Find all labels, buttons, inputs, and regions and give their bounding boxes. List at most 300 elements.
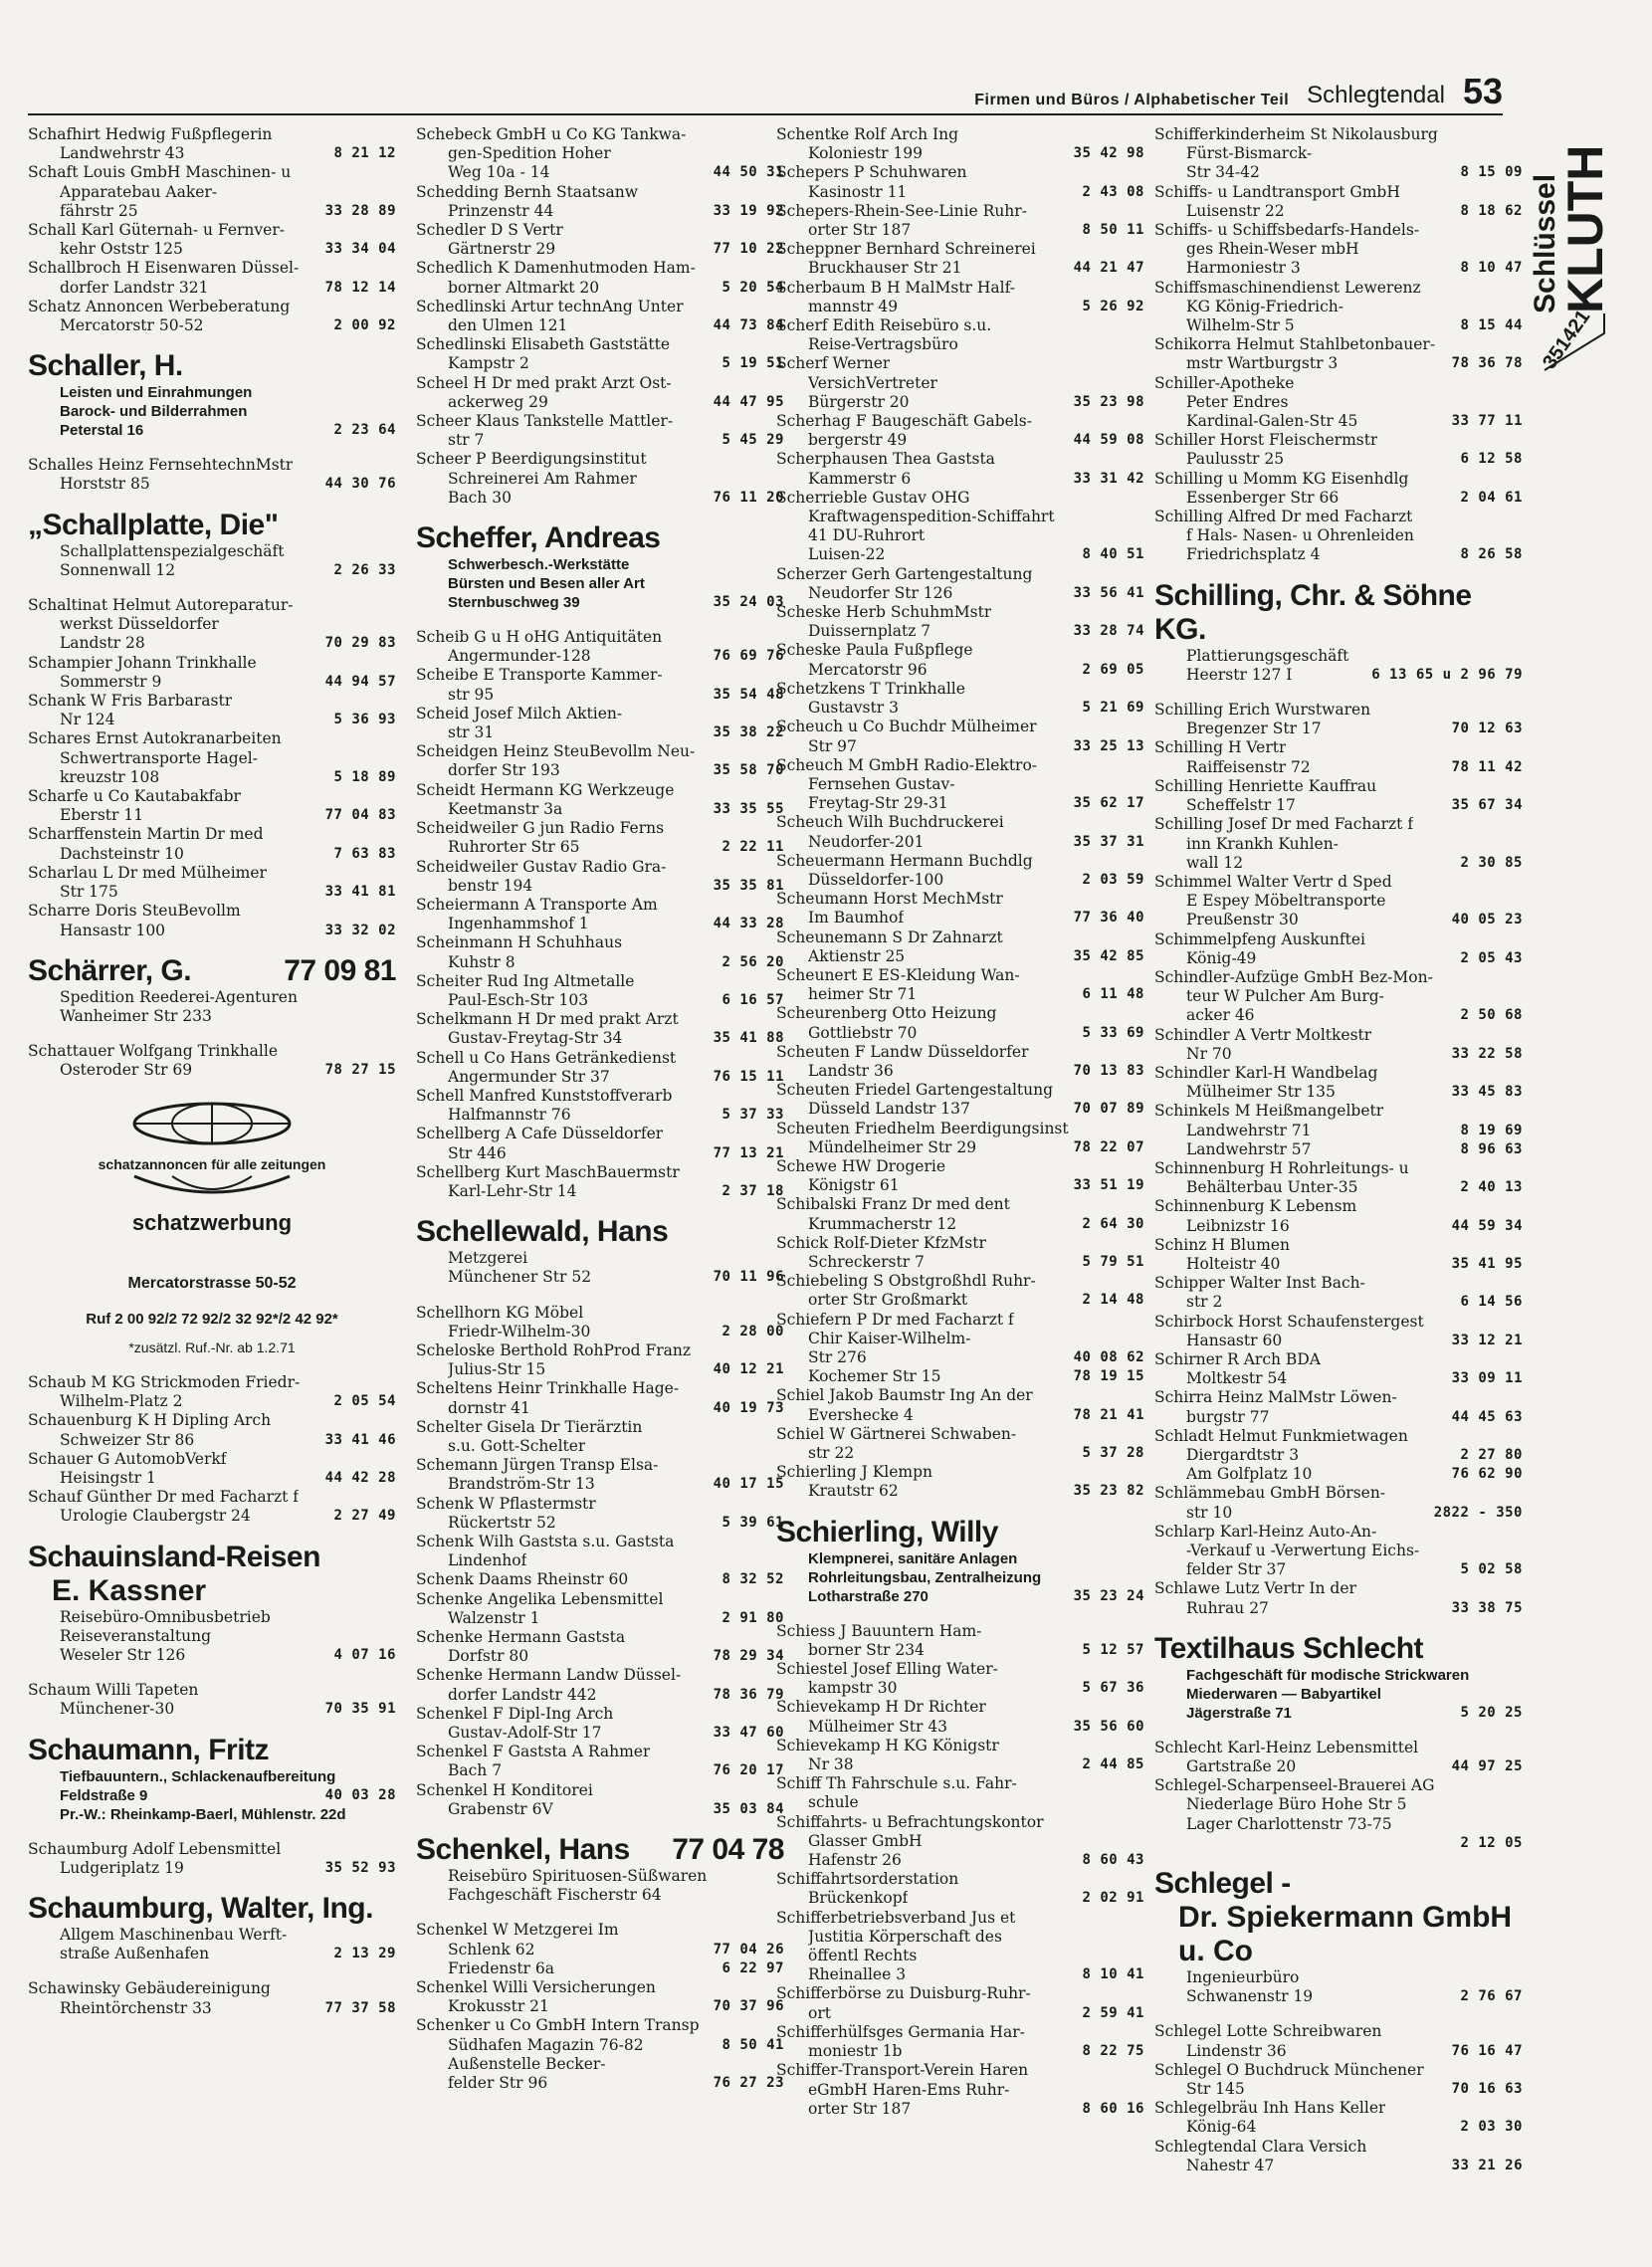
entry-line [1154, 854, 1523, 873]
entry-line [416, 1029, 784, 1048]
phone-number: 35 41 95 [1451, 1255, 1523, 1272]
entry-text: Scheibe E Transporte Kammer- [416, 666, 663, 685]
phone-number: 8 18 62 [1460, 202, 1523, 219]
directory-entry [1154, 815, 1523, 873]
entry-text: Südhafen Magazin 76-82 [448, 2035, 644, 2054]
entry-text: Osteroder Str 69 [60, 1061, 193, 1080]
phone-number: 5 37 28 [1082, 1445, 1144, 1462]
entry-line [776, 316, 1144, 335]
entry-line [776, 699, 1144, 718]
entry-line [28, 749, 396, 768]
entry-text: Schiffahrtsorderstation [776, 1870, 959, 1889]
phone-number: 33 12 21 [1451, 1332, 1523, 1348]
entry-line [28, 615, 396, 634]
phone-number: 40 12 21 [713, 1361, 784, 1378]
phone-number: 6 11 48 [1082, 986, 1144, 1003]
entry-text: Fürst-Bismarck- [1186, 144, 1313, 163]
entry-text: Mülheimer Str 135 [1186, 1083, 1336, 1102]
directory-entry [416, 450, 784, 508]
entry-text: Holteistr 40 [1186, 1254, 1281, 1273]
ad-name-text: Textilhaus Schlecht [1154, 1631, 1424, 1665]
entry-line [1154, 240, 1523, 259]
entry-text: Preußenstr 30 [1186, 911, 1299, 929]
entry-line [776, 1176, 1144, 1195]
phone-number: 7 63 83 [333, 845, 396, 862]
entry-text: Außenstelle Becker- [448, 2054, 606, 2073]
entry-line [1154, 508, 1523, 526]
phone-number: 8 32 52 [722, 1571, 784, 1588]
directory-entry [776, 813, 1144, 851]
directory-entry [1154, 470, 1523, 508]
phone-number: 2 22 11 [722, 839, 784, 856]
entry-text: Str 34-42 [1186, 163, 1260, 182]
directory-entry [776, 966, 1144, 1004]
entry-text: Im Baumhof [808, 909, 905, 927]
phone-number: 2 27 49 [333, 1508, 396, 1525]
entry-line [416, 1475, 784, 1494]
ad-detail-line [1154, 1685, 1523, 1704]
entry-line [416, 1705, 784, 1724]
entry-line [416, 1049, 784, 1068]
entry-text: Glasser GmbH [808, 1831, 923, 1850]
ad-detail-line [28, 1786, 396, 1805]
ad-name-text: Scheffer, Andreas [416, 521, 661, 555]
phone-number: 8 22 75 [1082, 2043, 1144, 2060]
phone-number: 44 59 34 [1451, 1217, 1523, 1234]
entry-text: Freytag-Str 29-31 [808, 794, 948, 813]
entry-line [776, 1100, 1144, 1119]
entry-line [776, 2042, 1144, 2061]
phone-number: 44 73 84 [713, 317, 784, 334]
phone-number: 33 41 81 [324, 884, 396, 901]
entry-text: Schinnenburg H Rohrleitungs- u [1154, 1158, 1409, 1177]
phone-number: 40 03 28 [324, 1786, 396, 1803]
entry-text: Scheunert E ES-Kleidung Wan- [776, 965, 1020, 984]
guide-word: Schlegtendal [1307, 82, 1445, 108]
directory-entry [1154, 221, 1523, 279]
directory-entry [28, 1488, 396, 1526]
entry-text: Schindler-Aufzüge GmbH Bez-Mon- [1154, 967, 1433, 986]
entry-line [776, 1832, 1144, 1851]
directory-entry [1154, 1739, 1523, 1776]
directory-entry [1154, 1427, 1523, 1485]
phone-number: 35 23 82 [1073, 1483, 1144, 1500]
directory-entry [28, 125, 396, 163]
display-ad [28, 349, 396, 440]
entry-line [776, 1698, 1144, 1717]
entry-line [28, 1042, 396, 1061]
directory-entry [416, 1628, 784, 1666]
entry-line [1154, 1465, 1523, 1484]
ad-detail-line [28, 1608, 396, 1627]
entry-text: Schiebeling S Obstgroßhdl Ruhr- [776, 1272, 1036, 1291]
directory-entry [28, 729, 396, 787]
entry-line [776, 163, 1144, 182]
entry-line [776, 1081, 1144, 1100]
phone-number: 44 33 28 [713, 916, 784, 932]
entry-line [416, 1570, 784, 1589]
phone-number: 2822 - 350 [1433, 1504, 1523, 1521]
entry-line [1154, 1178, 1523, 1197]
entry-line [776, 1774, 1144, 1793]
directory-entry [416, 183, 784, 221]
phone-number: 6 12 58 [1460, 451, 1523, 468]
phone-number: 2 64 30 [1082, 1215, 1144, 1232]
entry-line [1154, 144, 1523, 163]
entry-line [416, 1959, 784, 1978]
phone-number: 8 10 41 [1082, 1966, 1144, 1983]
entry-line [776, 354, 1144, 373]
entry-line [1154, 758, 1523, 777]
ad-detail-line [416, 555, 784, 574]
directory-entry [1154, 1350, 1523, 1388]
entry-line [776, 298, 1144, 316]
directory-entry [28, 259, 396, 297]
entry-line [776, 947, 1144, 966]
entry-text: König-49 [1186, 948, 1257, 967]
directory-entry [28, 456, 396, 494]
entry-text: Schimmelpfeng Auskunftei [1154, 929, 1366, 948]
entry-text: Schaft Louis GmbH Maschinen- u [28, 163, 292, 182]
entry-text: Schelkmann H Dr med prakt Arzt [416, 1010, 679, 1029]
entry-text: Krokusstr 21 [448, 1997, 549, 2016]
entry-line [416, 1341, 784, 1360]
entry-line [776, 909, 1144, 927]
entry-text: bergerstr 49 [808, 431, 908, 450]
entry-text: Scheidweiler G jun Radio Ferns [416, 819, 665, 838]
entry-text: Schepers P Schuhwaren [776, 163, 967, 182]
entry-line [776, 393, 1144, 412]
entry-line [1154, 930, 1523, 949]
entry-line [416, 412, 784, 431]
directory-entry [416, 819, 784, 857]
entry-text: Wilhelm-Platz 2 [60, 1392, 183, 1411]
ad-phone: 77 04 78 [672, 1833, 784, 1867]
entry-line [1154, 1484, 1523, 1503]
entry-line [776, 1138, 1144, 1157]
phone-number: 2 50 68 [1460, 1007, 1523, 1024]
entry-text: Schilling Josef Dr med Facharzt f [1154, 815, 1414, 834]
entry-line [28, 456, 396, 475]
entry-line [416, 1144, 784, 1163]
entry-text: Angermunder Str 37 [448, 1067, 610, 1086]
directory-entry [416, 412, 784, 450]
entry-text: Bach 30 [448, 488, 512, 507]
entry-line [416, 666, 784, 685]
phone-number: 33 28 89 [324, 202, 396, 219]
entry-line [416, 1800, 784, 1819]
entry-text: 41 DU-Ruhrort [808, 526, 926, 545]
phone-number: 6 16 57 [722, 991, 784, 1008]
directory-entry [776, 1425, 1144, 1463]
ad-detail-line [416, 1867, 784, 1886]
directory-entry [416, 1087, 784, 1125]
entry-text: E Espey Möbeltransporte [1186, 892, 1386, 911]
entry-text: Weg 10a - 14 [448, 163, 550, 182]
ad-detail-line [1154, 1704, 1523, 1723]
entry-line [776, 1444, 1144, 1463]
entry-line [1154, 1776, 1523, 1795]
entry-line [1154, 1408, 1523, 1427]
ad-detail-text: Pr.-W.: Rheinkamp-Baerl, Mühlenstr. 22d [60, 1805, 346, 1823]
ad-name-text: Schaumburg, Walter, Ing. [28, 1891, 373, 1925]
entry-text: Str 276 [808, 1348, 867, 1366]
phone-number: 35 42 98 [1073, 145, 1144, 162]
entry-line [28, 1681, 396, 1700]
entry-text: Schalles Heinz FernsehtechnMstr [28, 456, 294, 475]
entry-text: Schiess J Bauuntern Ham- [776, 1621, 982, 1640]
entry-line [776, 813, 1144, 832]
entry-text: Schemann Jürgen Transp Elsa- [416, 1456, 659, 1475]
entry-line [1154, 183, 1523, 202]
directory-entry [1154, 2099, 1523, 2137]
entry-line [28, 475, 396, 494]
directory-entry [776, 1081, 1144, 1119]
directory-entry [1154, 508, 1523, 565]
entry-line [776, 125, 1144, 144]
directory-entry [1154, 1159, 1523, 1197]
phone-number: 2 28 00 [722, 1323, 784, 1340]
phone-number: 78 22 07 [1073, 1138, 1144, 1155]
entry-text: Schreinerei Am Rahmer [448, 469, 637, 488]
entry-text: mannstr 49 [808, 297, 899, 315]
entry-line [1154, 2099, 1523, 2118]
phone-number: 33 21 26 [1451, 2157, 1523, 2173]
ad-detail-line [28, 421, 396, 440]
entry-line [776, 1291, 1144, 1310]
phone-number: 2 04 61 [1460, 489, 1523, 506]
directory-entry [416, 628, 784, 666]
phone-number: 33 19 92 [713, 202, 784, 219]
entry-line [1154, 1026, 1523, 1045]
ad-detail-text: Lotharstraße 270 [808, 1587, 929, 1605]
entry-line [416, 705, 784, 723]
entry-line [416, 1323, 784, 1341]
entry-text: VersichVertreter [808, 373, 937, 392]
entry-line [776, 1482, 1144, 1501]
globe-logo-icon [127, 1101, 297, 1146]
entry-text: Schentke Rolf Arch Ing [776, 125, 959, 143]
entry-line [776, 1367, 1144, 1386]
entry-text: Str 446 [448, 1143, 507, 1162]
entry-text: Schiel W Gärtnerei Schwaben- [776, 1424, 1017, 1443]
entry-text: Kampstr 2 [448, 354, 529, 373]
directory-entry [776, 489, 1144, 565]
entry-text: Schweizer Str 86 [60, 1430, 195, 1449]
entry-text: Scheuten F Landw Düsseldorfer [776, 1042, 1029, 1061]
directory-entry [416, 1570, 784, 1589]
ad-name-line2: E. Kassner [52, 1573, 207, 1607]
entry-line [416, 1399, 784, 1418]
entry-line [1154, 470, 1523, 489]
phone-number: 44 21 47 [1073, 260, 1144, 277]
entry-text: str 31 [448, 723, 495, 742]
phone-number: 76 62 90 [1451, 1466, 1523, 1483]
entry-text: Schlegel O Buchdruck Münchener [1154, 2060, 1424, 2079]
ad-detail-text: Schwerbesch.-Werkstätte [448, 556, 630, 574]
directory-entry [28, 163, 396, 221]
entry-text: Schaub M KG Strickmoden Friedr- [28, 1372, 301, 1391]
entry-text: Aktienstr 25 [808, 946, 906, 965]
entry-text: Neudorfer-201 [808, 832, 925, 851]
directory-entry [416, 1163, 784, 1201]
entry-text: Scheuten Friedel Gartengestaltung [776, 1081, 1054, 1100]
directory-entry [416, 742, 784, 780]
entry-text: Scheffelstr 17 [1186, 796, 1296, 815]
entry-line [1154, 279, 1523, 298]
phone-number: 2 00 92 [333, 317, 396, 334]
entry-line [28, 711, 396, 729]
phone-number: 8 19 69 [1460, 1122, 1523, 1138]
phone-number: 33 32 02 [324, 922, 396, 938]
phone-number: 35 62 17 [1073, 795, 1144, 812]
entry-line [1154, 835, 1523, 854]
entry-text: burgstr 77 [1186, 1407, 1270, 1426]
directory-entry [416, 1304, 784, 1341]
column-2 [416, 125, 784, 2093]
ad-detail-text: Ingenieurbüro [1186, 1968, 1300, 1987]
entry-text: Reise-Vertragsbüro [808, 335, 958, 354]
entry-text: Schellhorn KG Möbel [416, 1303, 584, 1322]
entry-line [416, 489, 784, 508]
phone-number: 33 51 19 [1073, 1177, 1144, 1194]
entry-text: werkst Düsseldorfer [60, 615, 219, 634]
entry-text: Scheinmann H Schuhhaus [416, 933, 623, 952]
phone-number: 40 19 73 [713, 1399, 784, 1416]
entry-line [1154, 431, 1523, 450]
directory-entry [416, 374, 784, 412]
ad-detail-text: Barock- und Bilderrahmen [60, 403, 248, 421]
entry-line [416, 1514, 784, 1533]
entry-text: öffentl Rechts [808, 1947, 918, 1965]
phone-number: 44 42 28 [324, 1469, 396, 1486]
entry-text: Schauer G AutomobVerkf [28, 1449, 227, 1468]
entry-line [28, 673, 396, 692]
entry-text: Duissernplatz 7 [808, 622, 931, 641]
entry-line [28, 634, 396, 653]
entry-line [776, 335, 1144, 354]
entry-line [416, 1647, 784, 1666]
entry-line [776, 1215, 1144, 1234]
entry-text: Schaum Willi Tapeten [28, 1681, 199, 1700]
entry-text: Schipper Walter Inst Bach- [1154, 1274, 1365, 1293]
phone-number: 35 23 98 [1073, 393, 1144, 410]
directory-entry [416, 972, 784, 1010]
directory-entry [1154, 701, 1523, 738]
brand-name: schatzwerbung [131, 1210, 293, 1236]
phone-number: 35 24 03 [713, 594, 784, 611]
entry-text: Rückertstr 52 [448, 1513, 556, 1532]
directory-entry [776, 2023, 1144, 2061]
entry-text: Schiffahrts- u Befrachtungskontor [776, 1812, 1044, 1831]
directory-entry [416, 781, 784, 819]
entry-line [776, 1234, 1144, 1253]
entry-text: Paulusstr 25 [1186, 450, 1285, 469]
entry-text: Schenkel W Metzgerei Im [416, 1921, 619, 1940]
directory-entry [776, 1311, 1144, 1387]
entry-line [28, 298, 396, 316]
entry-text: Schinkels M Heißmangelbetr [1154, 1102, 1384, 1121]
entry-line [776, 1813, 1144, 1832]
entry-line [776, 1909, 1144, 1928]
entry-text: dorfer Landstr 321 [60, 278, 209, 297]
entry-text: Scheumann Horst MechMstr [776, 890, 1003, 909]
phone-number: 2 03 59 [1082, 871, 1144, 888]
entry-text: Schank W Fris Barbarastr [28, 692, 233, 711]
ad-detail-text: Reiseveranstaltung [60, 1626, 211, 1645]
directory-entry [776, 240, 1144, 278]
ad-detail-line [28, 988, 396, 1007]
directory-entry [28, 1411, 396, 1449]
display-ad [1154, 1867, 1523, 2006]
entry-text: Apparatebau Aaker- [60, 182, 218, 201]
entry-text: Schiff Th Fahrschule s.u. Fahr- [776, 1774, 1017, 1793]
entry-line [416, 470, 784, 489]
entry-line [776, 1311, 1144, 1330]
entry-line [28, 922, 396, 940]
entry-line [1154, 2118, 1523, 2137]
directory-entry [416, 2016, 784, 2093]
entry-text: Nr 70 [1186, 1044, 1232, 1063]
entry-line [416, 896, 784, 915]
entry-line [776, 489, 1144, 508]
entry-text: Schenkel F Gaststa A Rahmer [416, 1743, 651, 1761]
entry-text: Leibnizstr 16 [1186, 1216, 1290, 1235]
entry-text: Schievekamp H KG Königstr [776, 1736, 999, 1754]
entry-line [28, 1392, 396, 1411]
ad-name-text: Schellewald, Hans [416, 1215, 669, 1249]
entry-text: dorfer Landstr 442 [448, 1685, 597, 1704]
entry-text: orter Str 187 [808, 221, 912, 240]
entry-line [28, 1999, 396, 2018]
entry-line [776, 545, 1144, 564]
phone-number: 70 37 96 [713, 1998, 784, 2015]
entry-text: Scheel H Dr med prakt Arzt Ost- [416, 373, 672, 392]
entry-line [416, 647, 784, 666]
phone-number: 76 20 17 [713, 1762, 784, 1779]
entry-text: -Verkauf u -Verwertung Eichs- [1186, 1542, 1420, 1560]
directory-entry [28, 787, 396, 825]
entry-text: Scheurenberg Otto Heizung [776, 1004, 997, 1023]
side-ad-line2: KLUTH [1557, 144, 1612, 313]
entry-line [28, 845, 396, 864]
entry-text: Schlenk 62 [448, 1940, 535, 1958]
entry-text: Schiffs- u Schiffsbedarfs-Handels- [1154, 221, 1420, 240]
ad-name-text: Schaller, H. [28, 349, 183, 383]
entry-text: Friedenstr 6a [448, 1958, 554, 1977]
directory-entry [1154, 1236, 1523, 1274]
entry-text: felder Str 37 [1186, 1560, 1287, 1579]
entry-line [28, 1507, 396, 1526]
entry-line [416, 1921, 784, 1940]
entry-line [1154, 738, 1523, 757]
entry-text: Scheid Josef Milch Aktien- [416, 704, 623, 722]
directory-entry [776, 1463, 1144, 1501]
directory-entry [1154, 1776, 1523, 1853]
entry-text: borner Altmarkt 20 [448, 278, 600, 297]
directory-entry [416, 1590, 784, 1628]
side-advertisement [1525, 109, 1612, 378]
entry-line [1154, 701, 1523, 720]
phone-number: 8 10 47 [1460, 260, 1523, 277]
entry-text: Scherrieble Gustav OHG [776, 488, 970, 507]
entry-line [416, 1182, 784, 1201]
entry-line [776, 183, 1144, 202]
directory-entry [776, 1234, 1144, 1272]
ad-detail-line [1154, 666, 1523, 685]
entry-text: Schampier Johann Trinkhalle [28, 653, 257, 672]
phone-number: 35 03 84 [713, 1800, 784, 1817]
